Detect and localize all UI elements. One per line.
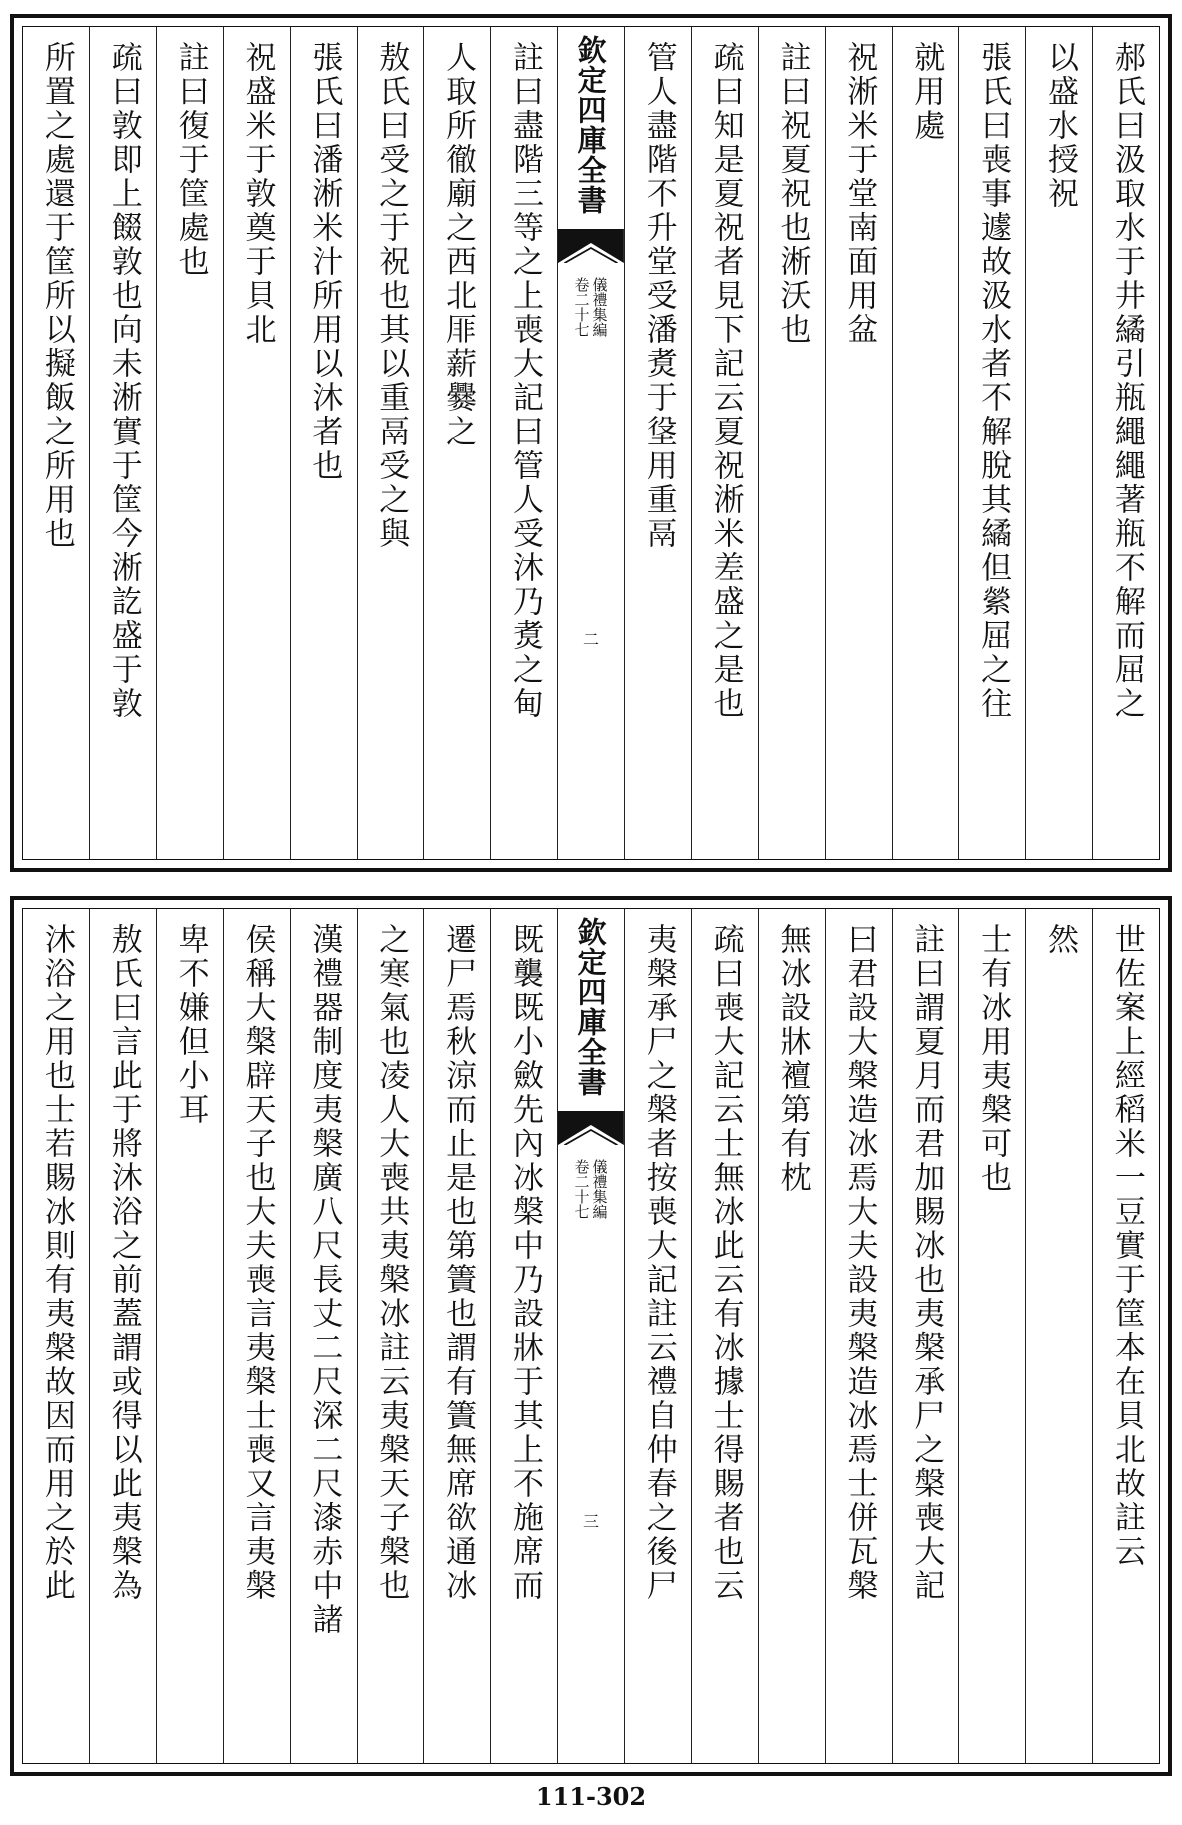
column-text: 然	[1042, 923, 1079, 957]
text-column	[1025, 909, 1092, 1763]
column-text: 無冰設牀襢第有枕	[774, 923, 811, 1195]
column-text: 張氏曰潘淅米汁所用以沐者也	[306, 41, 343, 483]
text-column	[1092, 909, 1159, 1763]
text-column	[357, 909, 424, 1763]
text-column	[156, 909, 223, 1763]
column-text: 疏曰知是夏祝者見下記云夏祝淅米差盛之是也	[707, 41, 744, 721]
text-column	[290, 27, 357, 859]
text-column	[23, 909, 89, 1763]
text-column	[1025, 27, 1092, 859]
bottom-page-panel	[10, 896, 1172, 1776]
bottom-page-columns	[22, 908, 1160, 1764]
column-text: 敖氏曰言此于將沐浴之前蓋謂或得以此夷槃為	[105, 923, 142, 1603]
column-text: 以盛水授祝	[1042, 41, 1079, 211]
text-column	[156, 27, 223, 859]
column-text: 漢禮器制度夷槃廣八尺長丈二尺深二尺漆赤中諸	[306, 923, 343, 1637]
column-text: 祝盛米于敦奠于貝北	[239, 41, 276, 347]
column-text: 既襲既小斂先內冰槃中乃設牀于其上不施席而	[507, 923, 544, 1603]
column-text: 夷槃承尸之槃者按喪大記註云禮自仲春之後尸	[640, 923, 677, 1603]
text-column	[423, 909, 490, 1763]
column-text: 敖氏曰受之于祝也其以重鬲受之與	[373, 41, 410, 551]
fishtail-mark-icon	[558, 1111, 624, 1145]
text-column	[223, 27, 290, 859]
column-text: 卑不嫌但小耳	[172, 923, 209, 1127]
text-column	[892, 909, 959, 1763]
column-text: 侯稱大槃辟天子也大夫喪言夷槃士喪又言夷槃	[239, 923, 276, 1603]
column-text: 曰君設大槃造冰焉大夫設夷槃造冰焉士併瓦槃	[841, 923, 878, 1603]
text-column	[89, 27, 156, 859]
column-text: 世佐案上經稻米一豆實于筐本在貝北故註云	[1108, 923, 1145, 1569]
top-page-columns	[22, 26, 1160, 860]
page-number: 111-302	[535, 1782, 647, 1811]
column-text: 管人盡階不升堂受潘煑于垼用重鬲	[640, 41, 677, 551]
text-column	[825, 909, 892, 1763]
center-margin-column	[557, 909, 624, 1763]
column-text: 人取所徹廟之西北厞薪爨之	[440, 41, 477, 449]
text-column	[758, 909, 825, 1763]
column-text: 祝淅米于堂南面用盆	[841, 41, 878, 347]
column-text: 註曰盡階三等之上喪大記曰管人受沐乃煑之甸	[507, 41, 544, 721]
text-column	[825, 27, 892, 859]
text-column	[691, 909, 758, 1763]
text-column	[357, 27, 424, 859]
column-text: 註曰復于筐處也	[172, 41, 209, 279]
volume-label: 卷二十七	[572, 277, 591, 337]
book-title-label: 儀禮集編	[590, 277, 609, 337]
book-title-label: 儀禮集編	[590, 1159, 609, 1219]
column-text: 士有冰用夷槃可也	[975, 923, 1012, 1195]
folio-number: 三	[583, 1512, 600, 1531]
column-text: 疏曰喪大記云士無冰此云有冰據士得賜者也云	[707, 923, 744, 1603]
fishtail-mark-icon	[558, 229, 624, 263]
text-column	[1092, 27, 1159, 859]
text-column	[892, 27, 959, 859]
text-column	[691, 27, 758, 859]
text-column	[624, 909, 691, 1763]
volume-label: 卷二十七	[572, 1159, 591, 1219]
top-page-panel	[10, 14, 1172, 872]
library-title: 欽定四庫全書	[573, 35, 608, 215]
column-text: 就用處	[908, 41, 945, 143]
text-column	[423, 27, 490, 859]
column-text: 註曰謂夏月而君加賜冰也夷槃承尸之槃喪大記	[908, 923, 945, 1603]
library-title: 欽定四庫全書	[573, 917, 608, 1097]
center-margin-column	[557, 27, 624, 859]
text-column	[490, 27, 557, 859]
text-column	[624, 27, 691, 859]
text-column	[290, 909, 357, 1763]
column-text: 遷尸焉秋涼而止是也第簀也謂有簀無席欲通冰	[440, 923, 477, 1603]
column-text: 張氏曰喪事遽故汲水者不解脫其繘但縈屈之往	[975, 41, 1012, 721]
column-text: 沐浴之用也士若賜冰則有夷槃故因而用之於此	[38, 923, 75, 1603]
text-column	[23, 27, 89, 859]
column-text: 疏曰敦即上餟敦也向未淅實于筐今淅訖盛于敦	[105, 41, 142, 721]
column-text: 之寒氣也凌人大喪共夷槃冰註云夷槃天子槃也	[373, 923, 410, 1603]
column-text: 註曰祝夏祝也淅沃也	[774, 41, 811, 347]
column-text: 所置之處還于筐所以擬飯之所用也	[38, 41, 75, 551]
text-column	[223, 909, 290, 1763]
text-column	[958, 27, 1025, 859]
text-column	[758, 27, 825, 859]
text-column	[490, 909, 557, 1763]
text-column	[89, 909, 156, 1763]
column-text: 郝氏曰汲取水于井繘引瓶繩繩著瓶不解而屈之	[1108, 41, 1145, 721]
text-column	[958, 909, 1025, 1763]
folio-number: 二	[583, 630, 600, 649]
